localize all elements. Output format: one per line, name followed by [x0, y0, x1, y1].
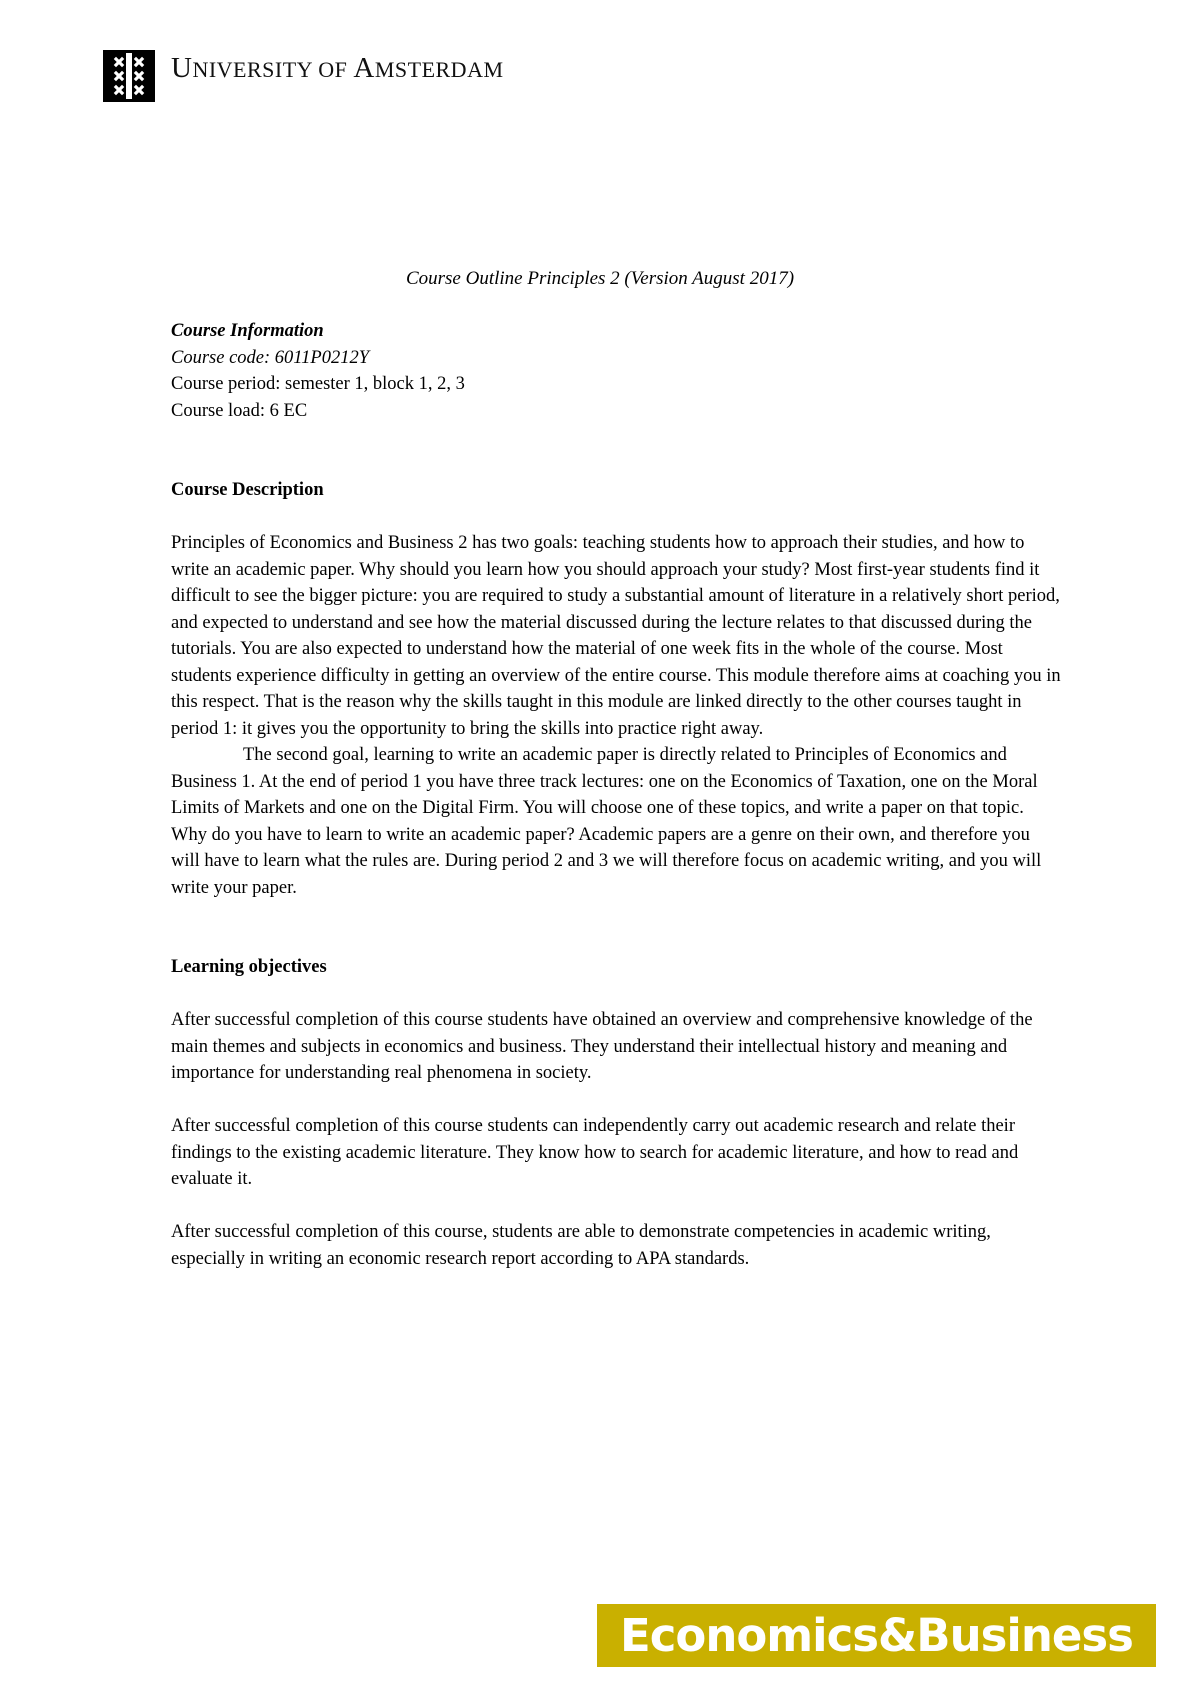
uva-crest-icon — [103, 50, 155, 102]
learning-objective-1: After successful completion of this course students have obtained an overview and comprehensive knowledge of the main themes and subjects in economics and business. They understand their intellectual history and meaning and importance for understanding real phenomena in society. — [171, 1010, 1033, 1083]
uva-logo — [103, 50, 155, 102]
course-description-paragraph-2: The second goal, learning to write an academic paper is directly related to Principles of Economics and Business 1. At the end of period 1 you have three track lectures: one on the Economics of Taxation, one on the Moral Limits of Markets and one on the Digital Firm. You will choose one of these topics, and write a paper on that topic. Why do you have to learn to write an academic paper? Academic papers are a genre on their own, and therefore you will have to learn what the rules are. During period 2 and 3 we will therefore focus on academic writing, and you will write your paper. — [171, 745, 1042, 898]
economics-business-brand — [597, 1604, 1156, 1667]
learning-objective-2: After successful completion of this course students can independently carry out academic research and relate their findings to the existing academic literature. They know how to search for academic literature, and how to read and evaluate it. — [171, 1116, 1019, 1189]
learning-objectives-heading: Learning objectives — [171, 957, 327, 977]
document-body — [171, 318, 1061, 1272]
university-name-part-1: NIVERSITY OF — [192, 57, 354, 82]
university-name-initial-2: A — [353, 52, 375, 84]
brand-text: Economics&Business — [620, 1609, 1133, 1662]
course-information-heading: Course Information — [171, 321, 324, 341]
university-name — [171, 50, 504, 88]
course-code: Course code: 6011P0212Y — [171, 347, 369, 368]
university-name-initial-1: U — [171, 52, 193, 84]
course-load: Course load: 6 EC — [171, 400, 308, 421]
learning-objective-3: After successful completion of this course, students are able to demonstrate competencies in academic writing, especially in writing an economic research report according to APA standards. — [171, 1222, 991, 1269]
document-title: Course Outline Principles 2 (Version August 2017) — [405, 268, 795, 289]
university-name-part-2: MSTERDAM — [374, 57, 504, 82]
course-description-heading: Course Description — [171, 480, 324, 500]
course-period: Course period: semester 1, block 1, 2, 3 — [171, 374, 465, 394]
course-description-paragraph-1: Principles of Economics and Business 2 has two goals: teaching students how to approach their studies, and how to write an academic paper. Why should you learn how you should approach your study? Most first-year students find it difficult to see the bigger picture: you are required to study a substantial amount of literature in a relatively short period, and expected to understand and see how the material discussed during the lecture relates to that discussed during the tutorials. You are also expected to understand how the material of one week fits in the whole of the course. Most students experience difficulty in getting an overview of the entire course. This module therefore aims at coaching you in this respect. That is the reason why the skills taught in this module are linked directly to the other courses taught in period 1: it gives you the opportunity to bring the skills into practice right away. — [171, 533, 1061, 739]
